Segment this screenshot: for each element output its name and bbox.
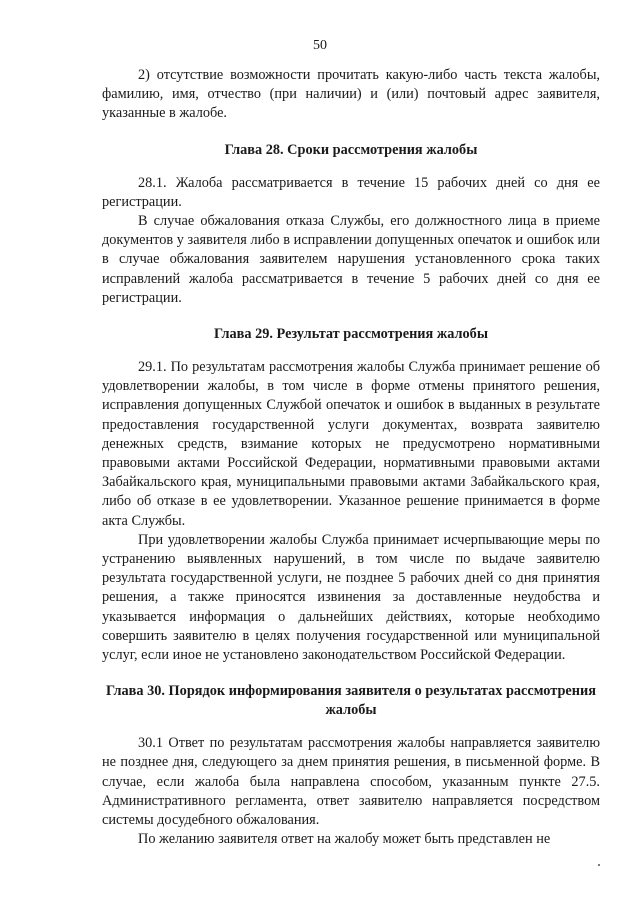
paragraph-28-1: 28.1. Жалоба рассматривается в течение 15 рабочих дней со дня ее регистрации. (102, 174, 600, 210)
paragraph-29-1-satisfaction: При удовлетворении жалобы Служба принимает исчерпывающие меры по устранению выявленных нарушений, в том числе по выдаче заявителю результата государственной услуги, не позднее 5 рабочих дней со дня принятия решения, а также приносятся извинения за доставленные неудобства и указывается информация о дальнейших действиях, которые необходимо совершить заявителю в целях получения государственной или муниципальной услуг, если иное не установлено законодательством Российской Федерации. (102, 531, 600, 664)
document-body (102, 66, 600, 850)
paragraph-28-1-appeal-refusal: В случае обжалования отказа Службы, его должностного лица в приеме документов у заявителя либо в исправлении допущенных опечаток и ошибок или в случае обжалования заявителем нарушения установленного срока таких исправлений жалоба рассматривается в течение 5 рабочих дней со дня ее регистрации. (102, 213, 600, 306)
paragraph-30-1: 30.1 Ответ по результатам рассмотрения жалобы направляется заявителю не позднее дня, следующего за днем принятия решения, в письменной форме. В случае, если жалоба была направлена способом, указанным пункте 27.5. Административного регламента, ответ заявителю направляется посредством системы досудебного обжалования. (102, 735, 600, 829)
heading-chapter-30: Глава 30. Порядок информирования заявителя о результатах рассмотрения жалобы (106, 683, 596, 719)
heading-chapter-29: Глава 29. Результат рассмотрения жалобы (214, 326, 488, 343)
page-number: 50 (313, 38, 327, 53)
heading-chapter-28: Глава 28. Сроки рассмотрения жалобы (224, 141, 478, 158)
paragraph-29-1: 29.1. По результатам рассмотрения жалобы Служба принимает решение об удовлетворении жалобы, в том числе в форме отмены принятого решения, исправления допущенных Службой опечаток и ошибок в выданных в результате предоставления государственной услуги документах, возврата заявителю денежных средств, взимание которых не предусмотрено нормативными правовыми актами Российской Федерации, нормативными правовыми актами Забайкальского края, муниципальными правовыми актами Забайкальского края, либо об отказе в ее удовлетворении. Указанное решение принимается в форме акта Службы. (102, 359, 600, 529)
paragraph-absence-of-readable-text: 2) отсутствие возможности прочитать какую-либо часть текста жалобы, фамилию, имя, отчество (при наличии) и (или) почтовый адрес заявителя, указанные в жалобе. (102, 67, 600, 122)
scan-speck (598, 864, 600, 866)
paragraph-30-1-response-form: По желанию заявителя ответ на жалобу может быть представлен не (138, 831, 551, 848)
